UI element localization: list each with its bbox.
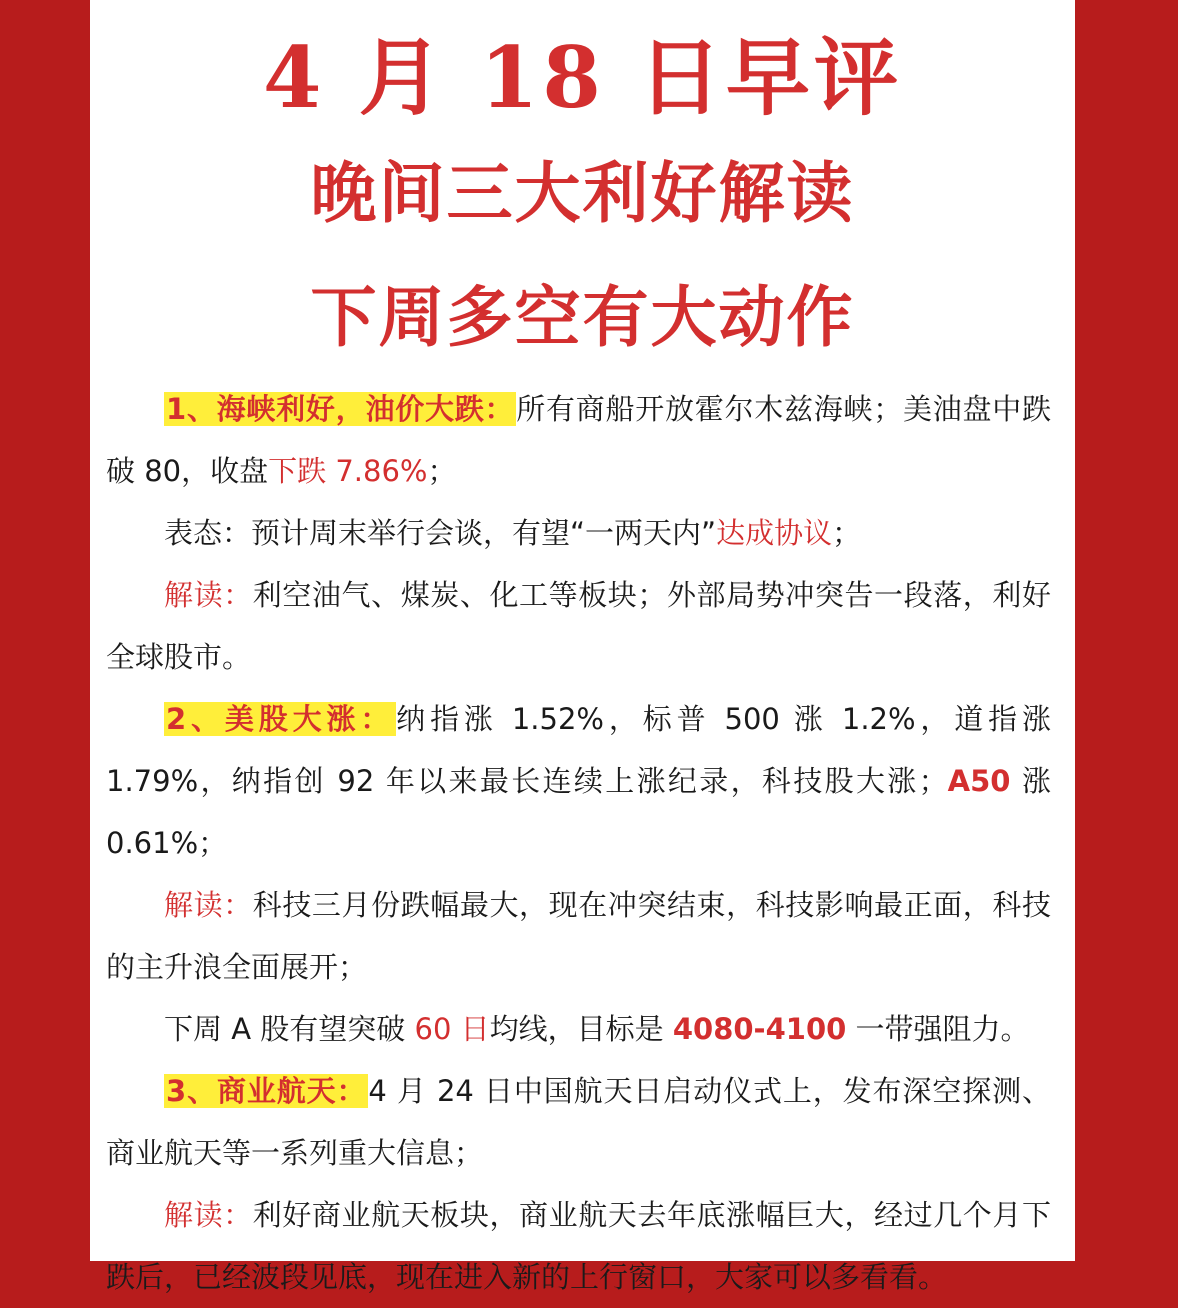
section-1-paragraph — [106, 378, 1051, 502]
section-3-heading: 3、商业航天： — [166, 1074, 367, 1108]
section-2-outlook-a: 下周 A 股有望突破 — [164, 1012, 415, 1046]
section-3-interpretation — [106, 1184, 1051, 1308]
section-3-interp-label: 解读： — [164, 1198, 253, 1232]
page-title: 4 月 18 日早评 — [262, 28, 903, 127]
section-2-outlook-red-2: 4080-4100 — [672, 1012, 847, 1046]
section-2-red-text: A50 — [947, 764, 1011, 798]
article-page — [90, 0, 1075, 1294]
section-2-interp-label: 解读： — [164, 888, 253, 922]
section-3-text: 4 月 24 日中国航天日启动仪式上，发布深空探测、商业航天等一系列重大信息； — [106, 1074, 1051, 1170]
section-1-red-text: 下跌 7.86% — [268, 454, 428, 488]
title-block — [90, 0, 1075, 356]
section-2-text: 纳指涨 1.52%，标普 500 涨 1.2%，道指涨 1.79%，纳指创 92 年以来最长连续上涨纪录，科技股大涨； — [106, 702, 1051, 798]
page-subtitle-2: 下周多空有大动作 — [310, 279, 855, 356]
article-body — [106, 378, 1051, 1308]
section-2-outlook-red-1: 60 日 — [414, 1012, 490, 1046]
section-2-interpretation — [106, 874, 1051, 998]
section-1-interp-text: 利空油气、煤炭、化工等板块；外部局势冲突告一段落，利好全球股市。 — [106, 578, 1051, 674]
section-1-text: 所有商船开放霍尔木兹海峡；美油盘中跌破 80，收盘 — [106, 392, 1051, 488]
section-1-heading: 1、海峡利好，油价大跌： — [166, 392, 515, 426]
section-2-outlook — [106, 998, 1051, 1060]
page-subtitle-1: 晚间三大利好解读 — [310, 155, 855, 232]
section-3-interp-text: 利好商业航天板块，商业航天去年底涨幅巨大，经过几个月下跌后，已经波段见底，现在进入新的上行窗口，大家可以多看看。 — [106, 1198, 1051, 1294]
section-2-outlook-b: 均线，目标是 — [489, 1012, 673, 1046]
section-1-interpretation — [106, 564, 1051, 688]
section-1-stance-end: ； — [832, 516, 862, 550]
section-2-paragraph — [106, 688, 1051, 874]
section-2-outlook-c: 一带强阻力。 — [846, 1012, 1030, 1046]
section-1-stance-red: 达成协议 — [716, 516, 833, 550]
section-1-stance-text: 表态：预计周末举行会谈，有望“一两天内” — [164, 516, 717, 550]
section-1-interp-label: 解读： — [164, 578, 253, 612]
section-2-text-end: 涨 0.61%； — [106, 764, 1051, 860]
section-1-text-end: ； — [427, 454, 457, 488]
section-2-heading: 2、美股大涨： — [166, 702, 395, 736]
section-3-paragraph — [106, 1060, 1051, 1184]
section-1-stance — [106, 502, 1051, 564]
section-2-interp-text: 科技三月份跌幅最大，现在冲突结束，科技影响最正面，科技的主升浪全面展开； — [106, 888, 1051, 984]
